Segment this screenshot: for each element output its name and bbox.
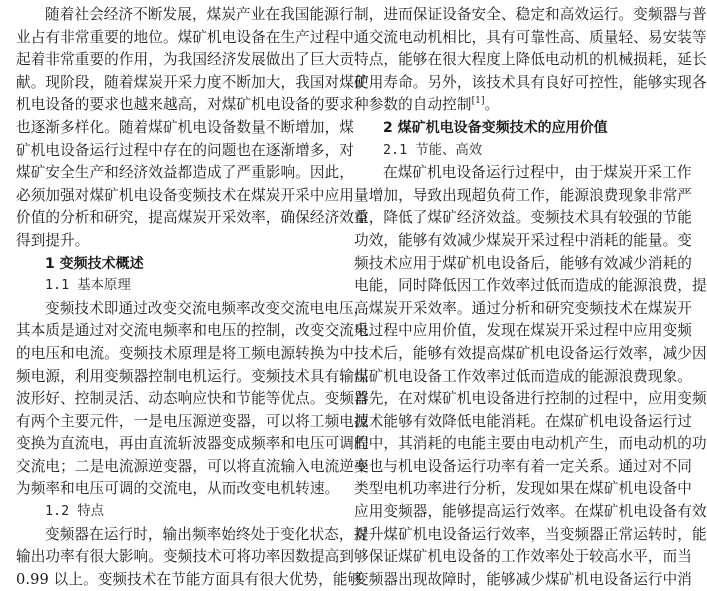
- text-line: 0.99 以上。变频技术在节能方面具有很大优势，能够: [16, 570, 363, 588]
- text-line: 煤矿机电设备工作效率过低而造成的能源浪费现象。: [354, 367, 692, 385]
- text-line: 得到提升。: [16, 231, 90, 249]
- text-line: 献。现阶段，随着煤炭开采力度不断加大，我国对煤矿: [16, 73, 369, 91]
- text-line: 其本质是通过对交流电频率和电压的控制，改变交流电: [16, 322, 369, 340]
- text-line: 频电源，利用变频器控制电机运行。变频技术具有输出: [16, 367, 369, 385]
- principle-paragraph: [16, 298, 369, 501]
- section-2-heading: 2 煤矿机电设备变频技术的应用价值: [383, 119, 608, 136]
- text-line: [354, 94, 672, 117]
- intro-paragraph: [16, 4, 369, 253]
- section-1-1-heading: 1.1 基本原理: [45, 278, 131, 294]
- text-line: 输出功率有很大影响。变频技术可将功率因数提高到: [16, 548, 354, 566]
- text-line: 应用变频器，能够提高运行效率。在煤矿机电设备有效: [354, 503, 707, 521]
- text-fragment: 种参数的自动控制: [354, 96, 472, 114]
- citation-reference[interactable]: [1]: [471, 96, 485, 107]
- text-line: 变频器在运行时，输出频率始终处于变化状态，对: [45, 525, 369, 543]
- text-line: 够保证煤矿机电设备的工作效率处于较高水平，而当: [354, 548, 692, 566]
- text-line: 重，降低了煤矿经济效益。变频技术具有较强的节能: [354, 209, 692, 227]
- text-line: 程中，其消耗的电能主要由电动机产生，而电动机的功: [354, 435, 707, 453]
- continued-paragraph: [354, 4, 707, 117]
- text-line: 为频率和电压可调的交流电，从而改变电机转速。: [16, 480, 340, 498]
- text-line: 起着非常重要的作用，为我国经济发展做出了巨大贡: [16, 51, 354, 69]
- features-paragraph: [16, 524, 369, 591]
- text-line: 技术能够有效降低电能消耗。在煤矿机电设备运行过: [354, 412, 692, 430]
- text-line: 也逐渐多样化。随着煤矿机电设备数量不断增加，煤: [16, 118, 354, 136]
- text-line: 频技术应用于煤矿机电设备后，能够有效减少消耗的: [354, 254, 692, 272]
- text-line: 量增加，导致出现超负荷工作，能源浪费现象非常严: [354, 186, 692, 204]
- text-fragment: 。: [484, 96, 500, 114]
- text-line: 在煤矿机电设备运行过程中，由于煤炭开采工作: [383, 164, 692, 182]
- text-line: 功效，能够有效减少煤炭开采过程中消耗的能量。变: [354, 231, 692, 249]
- section-1-2-heading: 1.2 特点: [45, 504, 105, 520]
- text-line: 类型电机功率进行分析，发现如果在煤矿机电设备中: [354, 480, 692, 498]
- left-column: [16, 4, 369, 591]
- text-line: 首先，在对煤矿机电设备进行控制的过程中，应用变频: [354, 390, 707, 408]
- text-line: 提升煤矿机电设备运行效率，当变频器正常运转时，能: [354, 525, 707, 543]
- section-2-1-heading: 2.1 节能、高效: [383, 142, 483, 158]
- text-line: 交流电；二是电流源逆变器，可以将直流输入电流逆变: [16, 457, 369, 475]
- text-line: 率也与机电设备运行功率有着一定关系。通过对不同: [354, 457, 692, 475]
- text-line: 必须加强对煤矿机电设备变频技术在煤炭开采中应用: [16, 186, 354, 204]
- text-line: 变换为直流电，再由直流斩波器变成频率和电压可调的: [16, 435, 369, 453]
- text-line: 变频器出现故障时，能够减少煤矿机电设备运行中消: [354, 570, 692, 588]
- energy-paragraph: [354, 162, 707, 591]
- text-line: 随着社会经济不断发展，煤炭产业在我国能源行: [45, 6, 354, 23]
- text-line: 通交流电动机相比，具有可靠性高、质量轻、易安装等: [354, 28, 707, 46]
- text-line: 技术后，能够有效提高煤矿机电设备运行效率，减少因: [354, 344, 707, 362]
- text-line: 价值的分析和研究，提高煤炭开采效率，确保经济效益: [16, 209, 369, 227]
- text-line: 变频技术即通过改变交流电频率改变交流电电压，: [45, 299, 369, 317]
- text-line: 采过程中应用价值，发现在煤炭开采过程中应用变频: [354, 322, 692, 340]
- text-line: 有两个主要元件，一是电压源逆变器，可以将工频电源: [16, 412, 369, 430]
- text-line: 制，进而保证设备安全、稳定和高效运行。变频器与普: [354, 6, 707, 23]
- text-line: 矿机电设备运行过程中存在的问题也在逐渐增多，对: [16, 141, 354, 159]
- text-line: 业占有非常重要的地位。煤矿机电设备在生产过程中: [16, 28, 354, 46]
- text-line: 电能，同时降低因工作效率过低而造成的能源浪费，提: [354, 277, 707, 295]
- text-line: 机电设备的要求也越来越高，对煤矿机电设备的要求: [16, 96, 354, 114]
- section-1-heading: 1 变频技术概述: [45, 255, 144, 272]
- text-line: 高煤炭开采效率。通过分析和研究变频技术在煤炭开: [354, 299, 692, 317]
- text-line: 使用寿命。另外，该技术具有良好可控性，能够实现各: [354, 73, 707, 91]
- text-line: 特点，能够在很大程度上降低电动机的机械损耗，延长: [354, 51, 707, 69]
- text-line: 的电压和电流。变频技术原理是将工频电源转换为中: [16, 344, 354, 362]
- text-line: 波形好、控制灵活、动态响应快和节能等优点。变频器: [16, 390, 369, 408]
- text-line: 煤矿安全生产和经济效益都造成了严重影响。因此，: [16, 164, 354, 182]
- right-column: [354, 4, 707, 591]
